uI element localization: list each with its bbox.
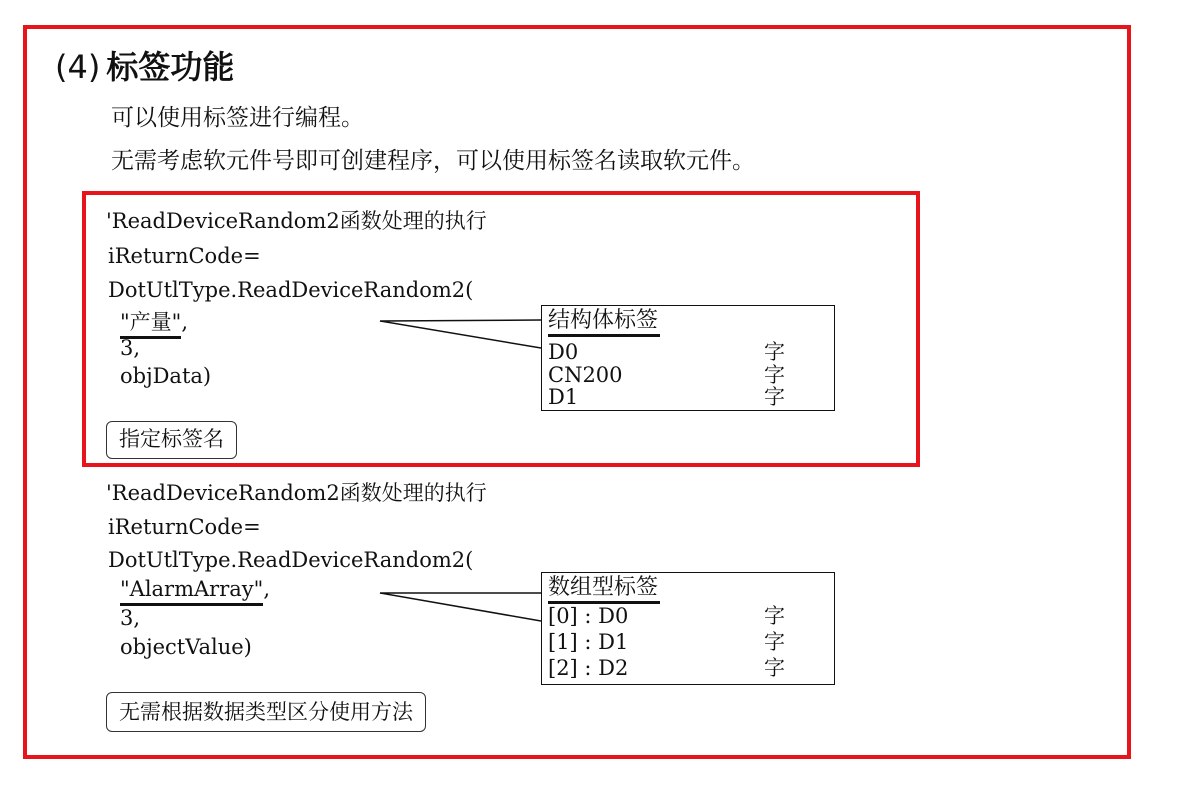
callout-device: [2] : D2: [548, 656, 629, 680]
callout-type: 字: [764, 630, 785, 654]
callout-row: [548, 604, 785, 628]
paragraph-1: 可以使用标签进行编程。: [111, 105, 364, 131]
code-line-call: DotUtlType.ReadDeviceRandom2(: [108, 278, 474, 302]
code-arg-label-comma: ,: [263, 577, 270, 601]
code-arg-label: "产量": [120, 310, 181, 339]
callout-device: [0] : D0: [548, 604, 629, 628]
callout-device: D0: [548, 340, 579, 364]
struct-label-callout: [541, 305, 835, 411]
callout-title: 结构体标签: [548, 308, 660, 337]
code-arg-data: objectValue): [120, 635, 252, 659]
code-line-return: iReturnCode=: [108, 244, 261, 268]
callout-type: 字: [764, 363, 785, 387]
code-comment: 'ReadDeviceRandom2函数处理的执行: [106, 209, 487, 233]
callout-type: 字: [764, 656, 785, 680]
array-label-callout: [541, 572, 835, 685]
no-type-distinction-tag: 无需根据数据类型区分使用方法: [106, 692, 426, 732]
paragraph-2: 无需考虑软元件号即可创建程序，可以使用标签名读取软元件。: [111, 148, 755, 174]
code-arg-label-row: [120, 306, 188, 336]
callout-row: [548, 385, 785, 409]
code-arg-label-row: [120, 577, 270, 601]
code-line-call: DotUtlType.ReadDeviceRandom2(: [108, 548, 474, 572]
code-comment: 'ReadDeviceRandom2函数处理的执行: [106, 481, 487, 505]
code-arg-label: "AlarmArray": [120, 577, 263, 606]
callout-device: CN200: [548, 363, 623, 387]
callout-device: [1] : D1: [548, 630, 629, 654]
callout-type: 字: [764, 385, 785, 409]
callout-pointer-1: [380, 320, 541, 348]
callout-row: [548, 363, 785, 387]
callout-row: [548, 656, 785, 680]
callout-type: 字: [764, 604, 785, 628]
callout-pointer-2: [380, 593, 541, 621]
code-arg-count: 3,: [120, 336, 141, 360]
specify-label-name-tag: 指定标签名: [106, 421, 237, 459]
code-arg-count: 3,: [120, 606, 141, 630]
callout-row: [548, 340, 785, 364]
callout-device: D1: [548, 385, 579, 409]
callout-type: 字: [764, 340, 785, 364]
section-title: 标签功能: [106, 48, 235, 86]
code-line-return: iReturnCode=: [108, 515, 261, 539]
callout-row: [548, 630, 785, 654]
section-number: (4): [55, 48, 101, 86]
callout-title: 数组型标签: [548, 575, 660, 604]
code-arg-data: objData): [120, 364, 212, 388]
code-arg-label-comma: ,: [181, 310, 189, 334]
